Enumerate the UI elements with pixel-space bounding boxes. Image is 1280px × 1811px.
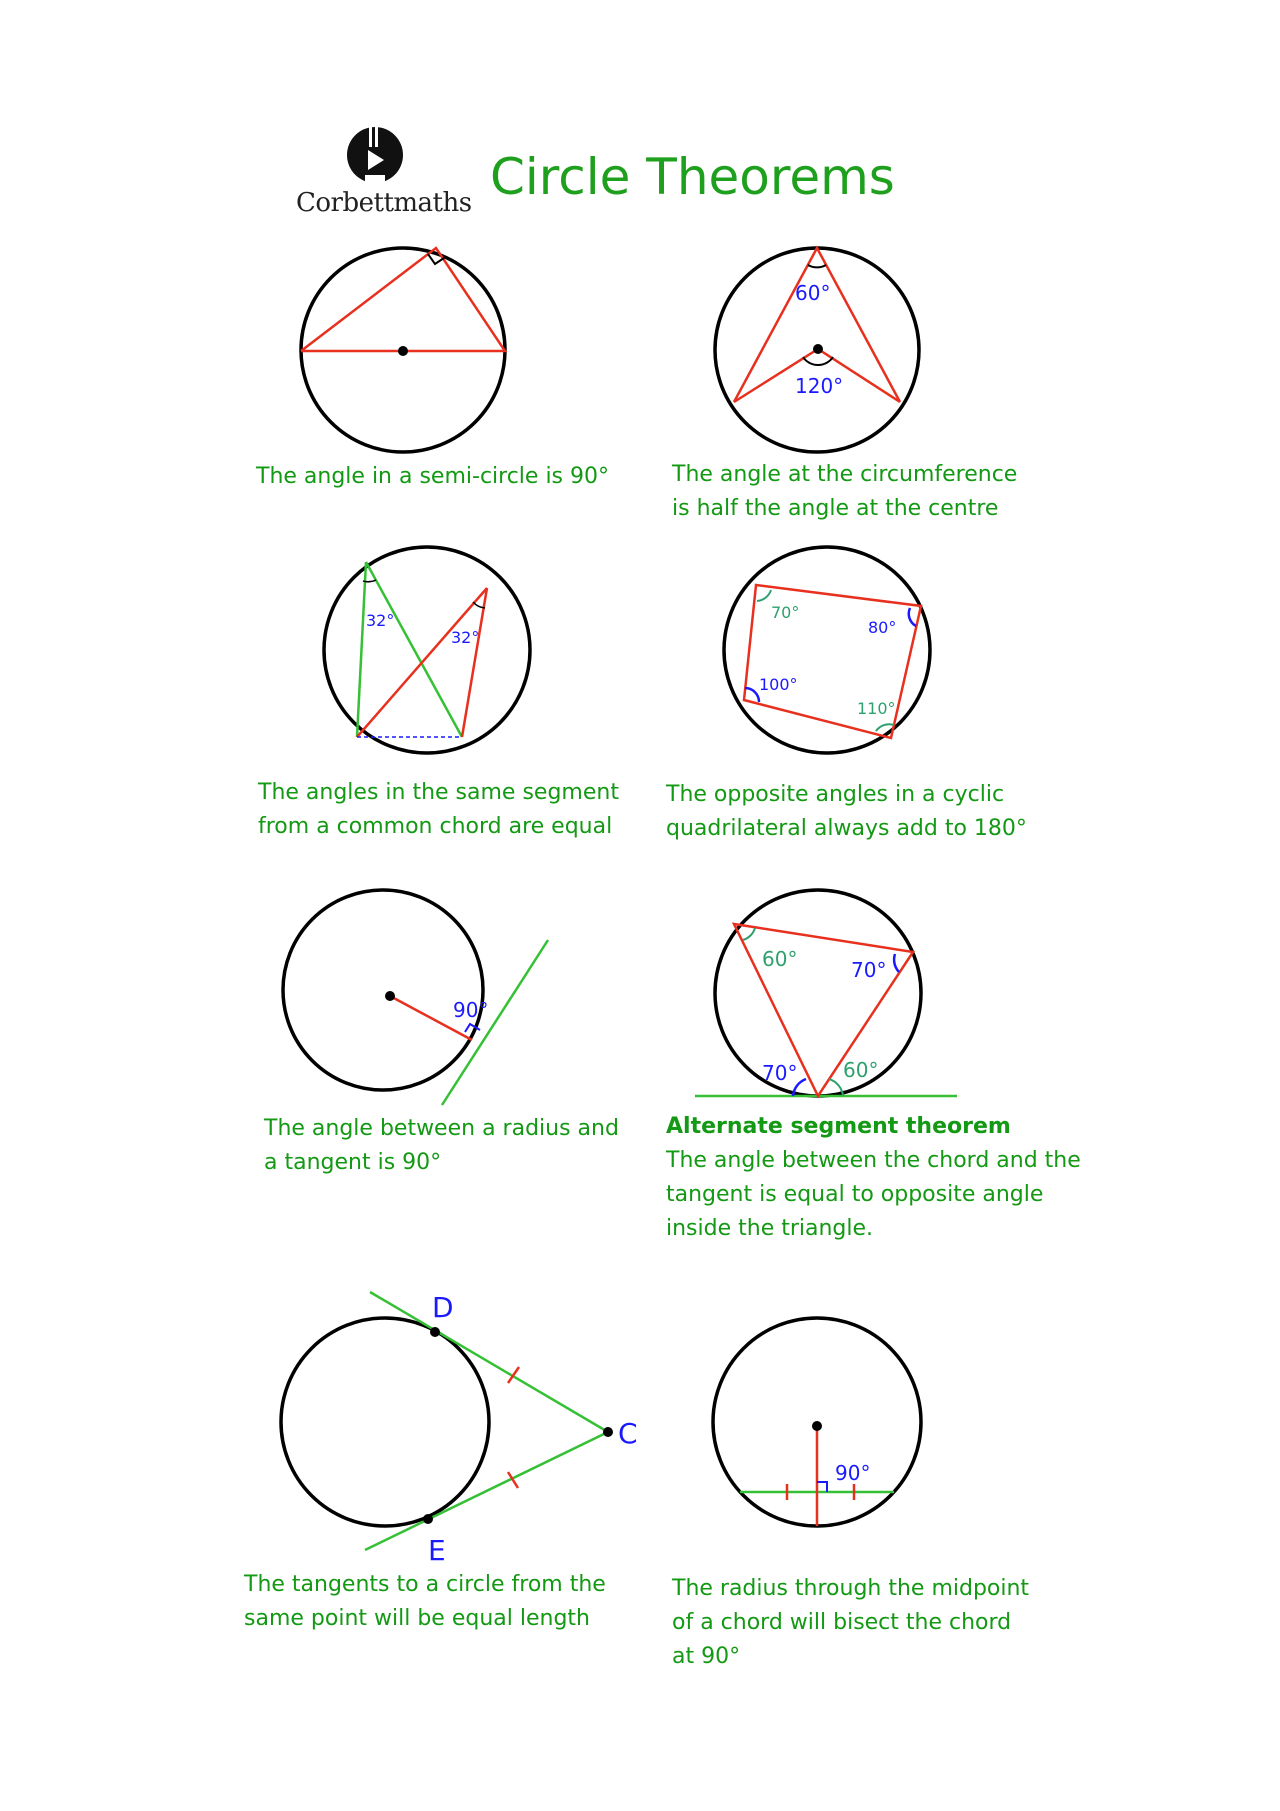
page-title: Circle Theorems	[490, 148, 895, 206]
caption-semicircle: The angle in a semi-circle is 90°	[256, 464, 610, 489]
angle-label-32b: 32°	[451, 628, 480, 647]
caption-alternate-segment: Alternate segment theorem The angle between the chord and the tangent is equal to opposite angle inside the triangle.	[666, 1110, 1081, 1246]
point-label-e: E	[428, 1534, 446, 1567]
angle-label-32a: 32°	[366, 611, 395, 630]
angle-label-70-top: 70°	[851, 958, 887, 982]
angle-label-70-bottom: 70°	[762, 1061, 798, 1085]
diagram-alternate-segment	[695, 890, 957, 1096]
caption-angle-at-centre: The angle at the circumference is half the angle at the centre	[672, 462, 1018, 521]
caption-radius-tangent: The angle between a radius and a tangent is 90°	[264, 1116, 619, 1175]
angle-label-90-chord: 90°	[835, 1461, 871, 1485]
diagram-semicircle	[301, 248, 505, 452]
diagram-radius-tangent	[283, 890, 548, 1105]
angle-label-120: 120°	[795, 374, 844, 398]
logo-text: Corbettmaths	[296, 188, 472, 218]
diagram-cyclic-quadrilateral	[724, 547, 930, 753]
caption-perpendicular-bisector: The radius through the midpoint of a chord will bisect the chord at 90°	[672, 1576, 1030, 1669]
diagram-perpendicular-bisector	[713, 1318, 921, 1526]
angle-label-100: 100°	[759, 675, 798, 694]
angle-label-60: 60°	[795, 281, 831, 305]
caption-equal-tangents: The tangents to a circle from the same point will be equal length	[244, 1572, 606, 1631]
angle-label-70: 70°	[771, 603, 800, 622]
diagram-same-segment	[324, 547, 530, 753]
angle-label-110: 110°	[857, 699, 896, 718]
alternate-segment-heading: Alternate segment theorem	[666, 1114, 1011, 1139]
diagram-equal-tangents	[281, 1291, 638, 1567]
caption-cyclic-quadrilateral: The opposite angles in a cyclic quadrilateral always add to 180°	[666, 782, 1027, 841]
point-label-d: D	[432, 1291, 454, 1324]
angle-label-80: 80°	[868, 618, 897, 637]
point-label-c: C	[618, 1417, 638, 1450]
angle-label-60-bottom: 60°	[843, 1058, 879, 1082]
angle-label-60-top: 60°	[762, 947, 798, 971]
angle-label-90: 90°	[453, 998, 489, 1022]
diagram-angle-at-centre	[715, 248, 919, 452]
caption-same-segment: The angles in the same segment from a common chord are equal	[258, 780, 619, 839]
logo-emblem	[347, 125, 403, 185]
